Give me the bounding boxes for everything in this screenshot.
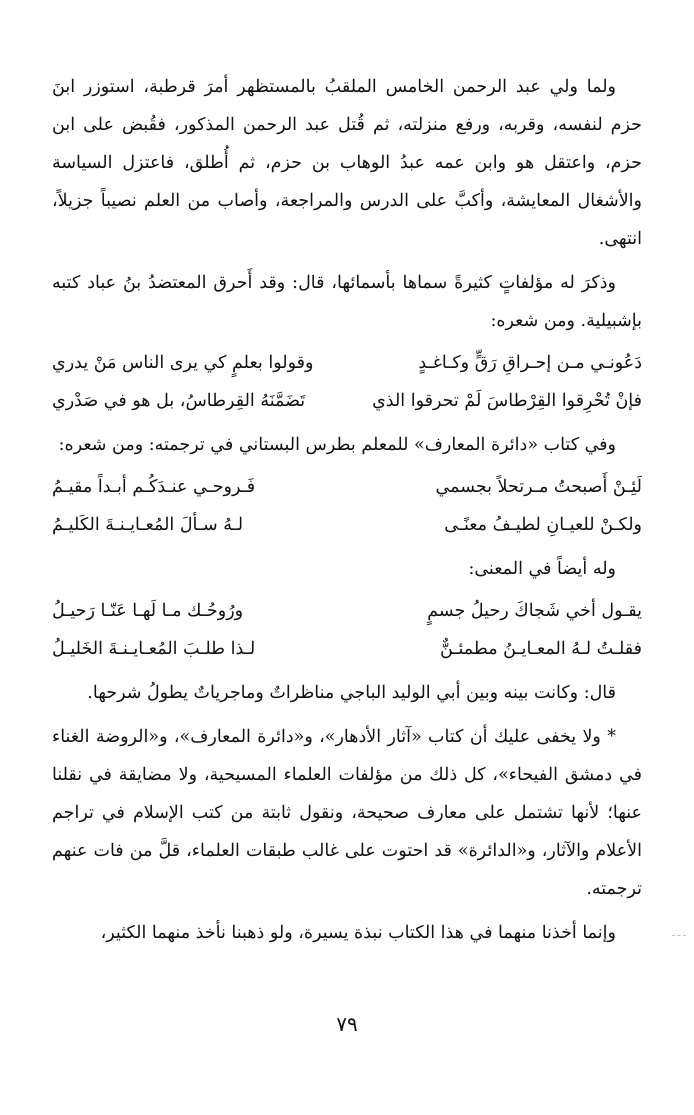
page-body [52, 68, 642, 952]
margin-mark [672, 935, 686, 936]
paragraph-2: وذكرَ له مؤلفاتٍ كثيرةً سماها بأسمائها، قال: وقد أَحرق المعتضدُ بنُ عباد كتبه بإشبيلية. ومن شعره: [52, 273, 642, 331]
paragraph-3: وفي كتاب «دائرة المعارف» للمعلم بطرس البستاني في ترجمته: ومن شعره: [58, 435, 616, 455]
poem-1-verse-1 [52, 344, 642, 382]
poem-3 [52, 592, 642, 668]
hemistich: دَعُونـي مـن إحـراقِ رَقٍّ وكـاغـدٍ [418, 353, 642, 373]
poem-2-verse-1 [52, 468, 642, 506]
poem-1-verse-2 [52, 382, 642, 420]
hemistich: لَئِـنْ أَصبحتُ مـرتحلاً بجسمي [435, 477, 642, 497]
hemistich: ولكـنْ للعيـانِ لطيـفُ معنًـى [444, 515, 642, 535]
paragraph-4: قال: وكانت بينه وبين أبي الوليد الباجي مناظراتٌ وماجرياتٌ يطولُ شرحها. [87, 683, 616, 703]
poem-3-verse-1 [52, 592, 642, 630]
poem-1 [52, 344, 642, 420]
hemistich: وقولوا بعلمٍ كي يرى الناس مَنْ يدري [52, 353, 314, 373]
hemistich: يقـول أخي شَجاكَ رحيلُ جسمٍ [427, 601, 642, 621]
poem-2 [52, 468, 642, 544]
paragraph-1: ولما ولي عبد الرحمن الخامس الملقبُ بالمستظهر أمرَ قرطبة، استوزر ابنَ حزم لنفسه، وقربه، ورفع منزلته، ثم قُتل عبد الرحمن المذكور، فقُبض على ابن حزم، واعتقل هو وابن عمه عبدُ الوهاب بن حزم، ثم أُطلق، فاعتزل السياسة والأشغال المعايشة، وأكبَّ على الدرس والمراجعة، وأصاب من العلم نصيباً جزيلاً، انتهى. [52, 77, 642, 249]
poem-2-verse-2 [52, 506, 642, 544]
hemistich: لـذا طلـبَ المُعـايـنـةَ الخَليـلُ [52, 639, 256, 659]
hemistich: تَضَمَّنَهُ القِرطاسُ، بل هو في صَدْري [52, 391, 306, 411]
paragraph-6: وإنما أخذنا منهما في هذا الكتاب نبذة يسيرة، ولو ذهبنا نأخذ منهما الكثير، [100, 923, 616, 943]
page-number: ٧٩ [336, 1012, 358, 1036]
poem-3-verse-2 [52, 630, 642, 668]
hemistich: ورُوحُـك مـا لَهـا عَنّـا رَحيـلُ [52, 601, 244, 621]
paragraph-5: * ولا يخفى عليك أن كتاب «آثار الأدهار»، و«دائرة المعارف»، و«الروضة الغناء في دمشق الفيحاء»، كل ذلك من مؤلفات العلماء المسيحية، ولا مضايقة في نقلنا عنها؛ لأنها تشتمل على معارف صحيحة، ونقول ثابتة من كتب الإسلام في تراجم الأعلام والآثار، و«الدائرة» قد احتوت على غالب طبقات العلماء، قلَّ من فات عنهم ترجمته. [52, 727, 642, 899]
hemistich: فقلـتُ لـهُ المعـايـنُ مطمئـنٌّ [440, 639, 642, 659]
hemistich: فإنْ تُحْرِقوا القِرْطاسَ لَمْ تحرقوا الذي [372, 391, 642, 411]
hemistich: فَـروحـي عنـدَكُـم أبـداً مقيـمُ [52, 477, 256, 497]
hemistich: لـهُ سـألَ المُعـايـنـةَ الكَليـمُ [52, 515, 244, 535]
poem-3-intro: وله أيضاً في المعنى: [468, 559, 616, 579]
